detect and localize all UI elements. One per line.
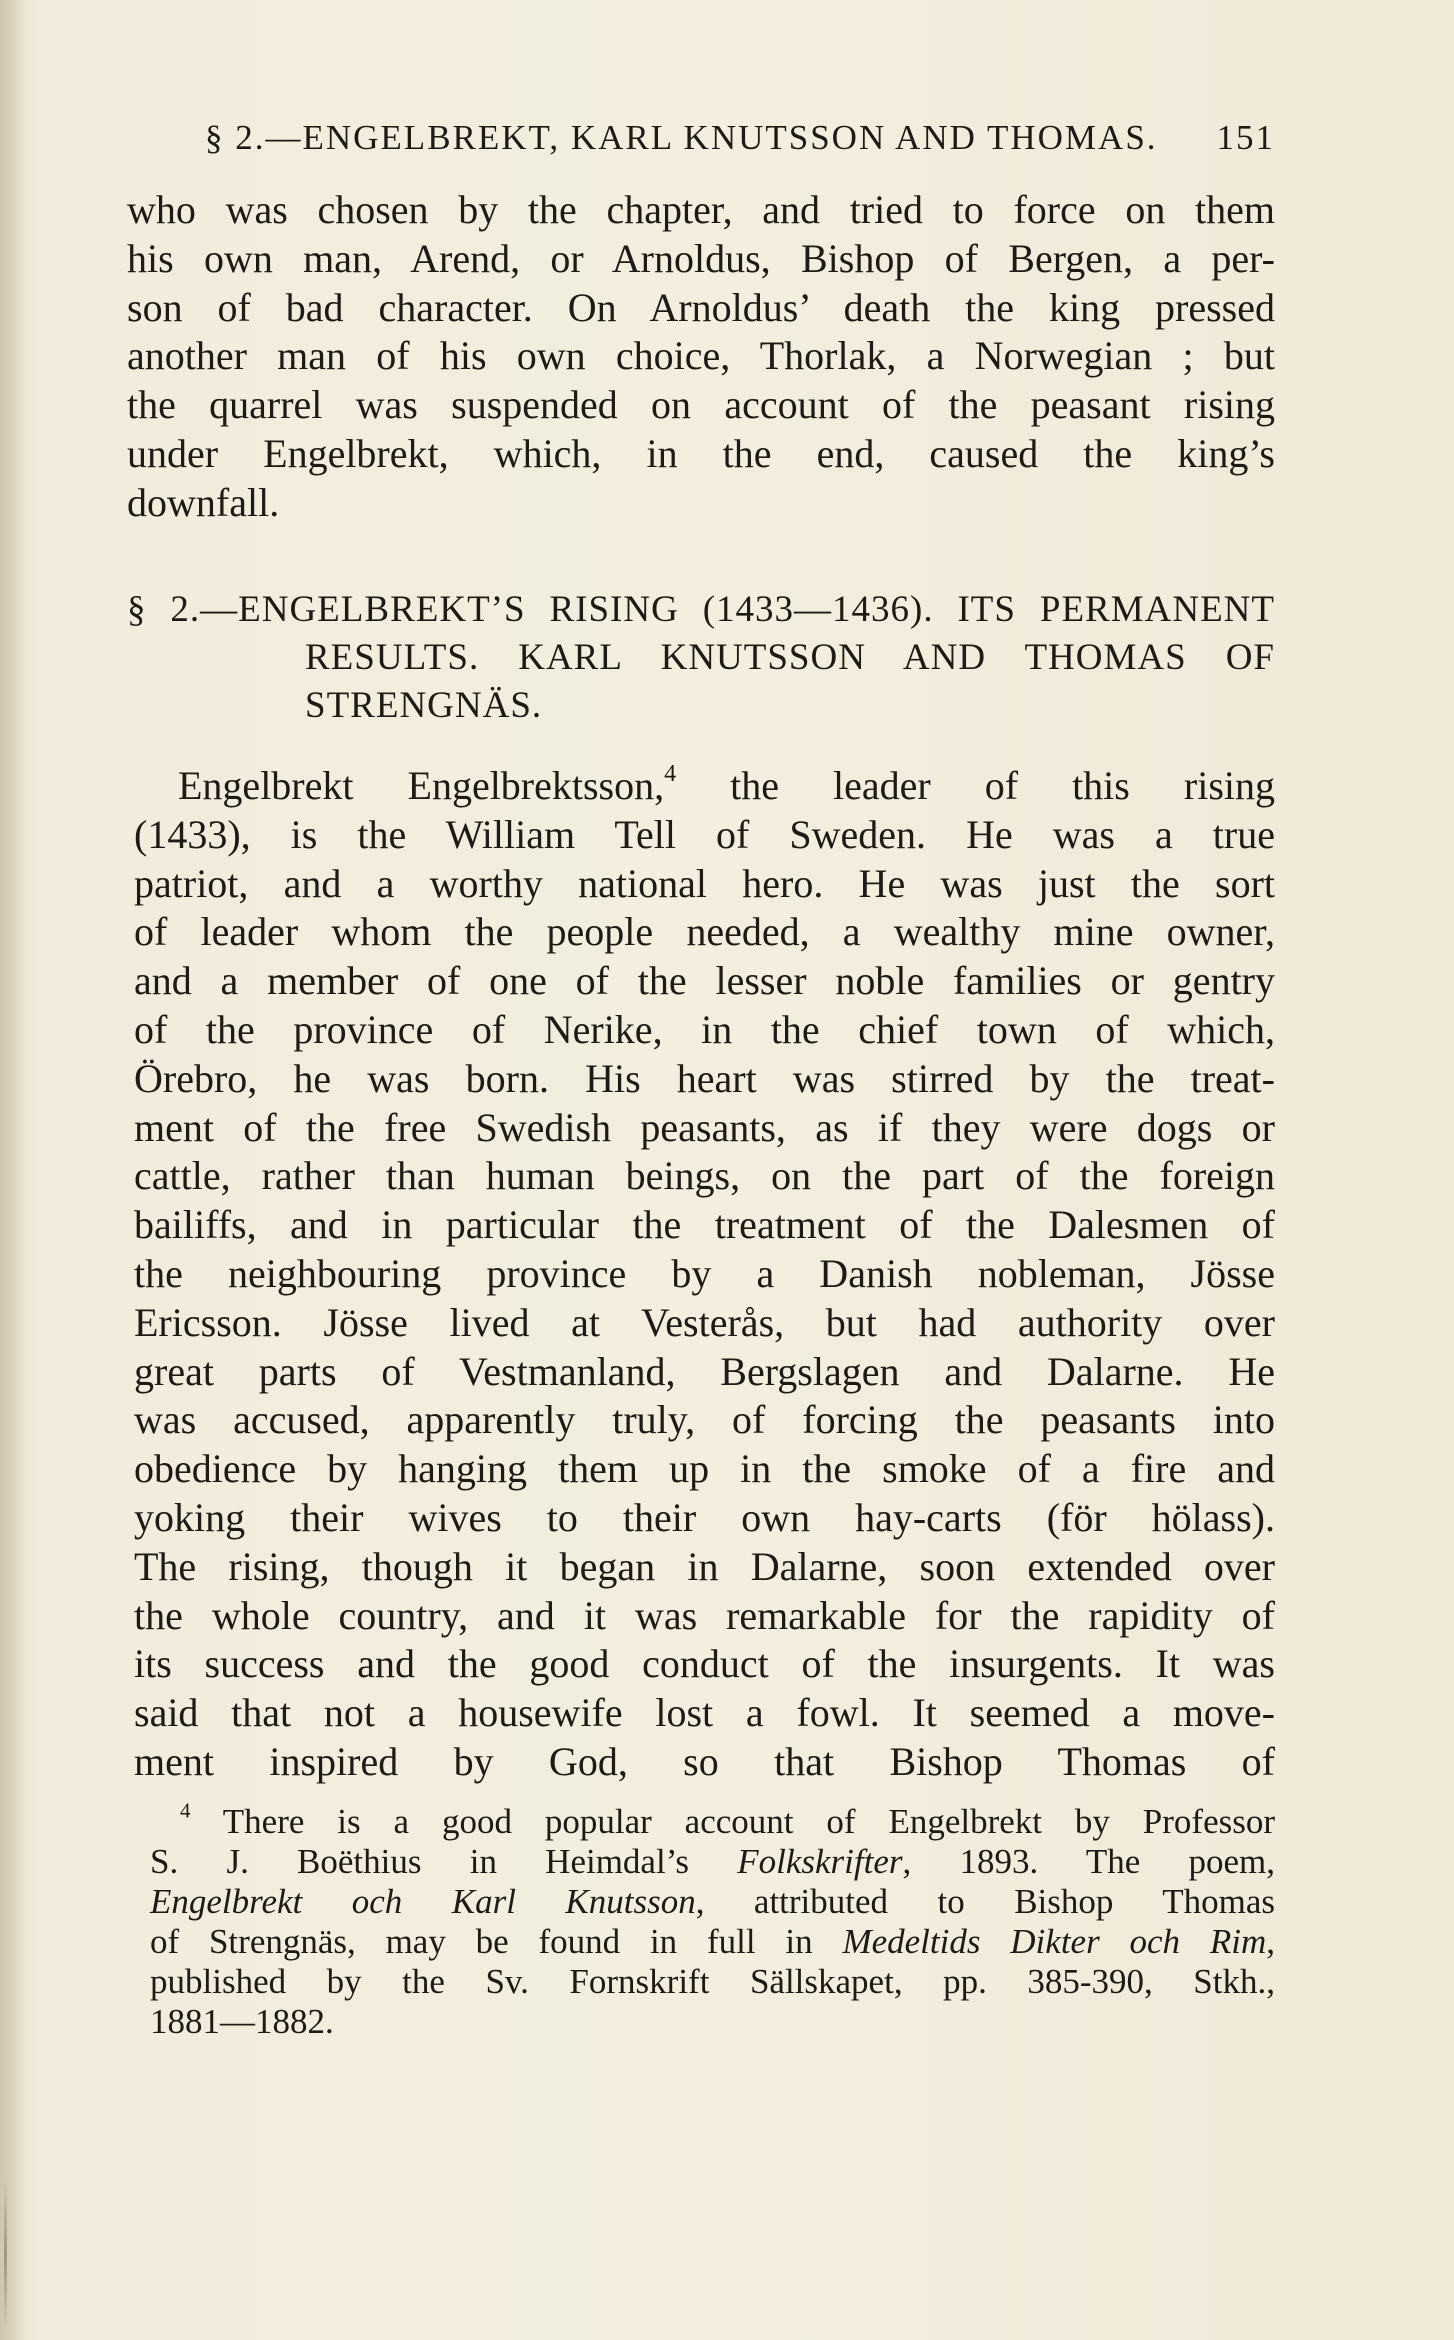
ink-mark [4, 2180, 7, 2330]
text-fragment: , 1893. The poem, [902, 1842, 1275, 1881]
footnote-line [150, 1842, 1275, 1882]
book-title: Folkskrifter [737, 1842, 903, 1881]
heading-line: STRENGNÄS. [305, 685, 543, 726]
text-line: obedience by hanging them up in the smoke of a fire and [134, 1446, 1275, 1492]
text-line: (1433), is the William Tell of Sweden. He was a true [134, 811, 1275, 857]
text-line: The rising, though it began in Dalarne, soon extended over [134, 1543, 1275, 1589]
text-line: who was chosen by the chapter, and tried to force on them [127, 187, 1275, 232]
text-line: of the province of Nerike, in the chief town of which, [134, 1006, 1275, 1052]
running-title: § 2.—ENGELBREKT, KARL KNUTSSON AND THOMAS. [205, 118, 1158, 157]
text-line: downfall. [127, 479, 280, 525]
text-line: under Engelbrekt, which, in the end, caused the king’s [127, 430, 1275, 476]
text-line: his own man, Arend, or Arnoldus, Bishop of Bergen, a per- [127, 235, 1275, 281]
main-paragraph [134, 762, 1275, 1787]
text-line: of leader whom the people needed, a wealthy mine owner, [134, 909, 1275, 955]
text-line: the neighbouring province by a Danish nobleman, Jösse [134, 1250, 1275, 1296]
footnote-reference: 4 [664, 761, 677, 787]
footnote-line: 1881—1882. [150, 2002, 334, 2041]
text-line: the whole country, and it was remarkable for the rapidity of [134, 1592, 1275, 1638]
heading-line: § 2.—ENGELBREKT’S RISING (1433—1436). ITS PERMANENT [127, 589, 1275, 630]
text-line: another man of his own choice, Thorlak, a Norwegian ; but [127, 333, 1275, 379]
text-line: son of bad character. On Arnoldus’ death the king pressed [127, 284, 1275, 330]
text-fragment: the leader of this rising [676, 763, 1275, 808]
footnote-line [150, 1922, 1275, 1962]
text-line: bailiffs, and in particular the treatment of the Dalesmen of [134, 1202, 1275, 1248]
text-fragment: , attributed to Bishop Thomas [695, 1882, 1275, 1921]
text-line: Örebro, he was born. His heart was stirred by the treat- [134, 1055, 1275, 1101]
page-number: 151 [1216, 118, 1275, 157]
section-heading [127, 586, 1275, 730]
text-fragment: of Strengnäs, may be found in full in [150, 1922, 843, 1961]
poem-title: Engelbrekt och Karl Knutsson [150, 1882, 696, 1921]
text-fragment: S. J. Boëthius in Heimdal’s [150, 1842, 738, 1881]
running-head [205, 118, 1275, 158]
book-title: Medeltids Dikter och Rim [842, 1922, 1267, 1961]
paragraph-continued [127, 186, 1275, 528]
text-line: its success and the good conduct of the insurgents. It was [134, 1641, 1275, 1687]
text-line: yoking their wives to their own hay-carts (för hölass). [134, 1494, 1275, 1540]
text-line: and a member of one of the lesser noble families or gentry [134, 958, 1275, 1004]
text-fragment: There is a good popular account of Engelbrekt by Professor [222, 1802, 1276, 1841]
text-line [134, 762, 1275, 811]
gutter-shadow [0, 0, 26, 2340]
text-line: ment of the free Swedish peasants, as if they were dogs or [134, 1104, 1275, 1150]
text-line: was accused, apparently truly, of forcing the peasants into [134, 1397, 1275, 1443]
text-line: the quarrel was suspended on account of the peasant rising [127, 382, 1275, 428]
heading-line: RESULTS. KARL KNUTSSON AND THOMAS OF [305, 637, 1275, 678]
footnote-line [150, 1798, 1276, 1842]
text-fragment: , [1266, 1922, 1275, 1961]
footnote [150, 1798, 1276, 2042]
text-fragment: Engelbrekt Engelbrektsson, [178, 763, 665, 808]
footnote-line [150, 1882, 1275, 1922]
text-line: ment inspired by God, so that Bishop Thomas of [134, 1738, 1275, 1784]
text-line: patriot, and a worthy national hero. He was just the sort [134, 860, 1275, 906]
text-line: Ericsson. Jösse lived at Vesterås, but had authority over [134, 1299, 1275, 1345]
text-line: great parts of Vestmanland, Bergslagen and Dalarne. He [134, 1348, 1275, 1394]
text-line: said that not a housewife lost a fowl. It seemed a move- [134, 1690, 1275, 1736]
text-line: cattle, rather than human beings, on the part of the foreign [134, 1153, 1275, 1199]
footnote-line: published by the Sv. Fornskrift Sällskapet, pp. 385-390, Stkh., [150, 1962, 1275, 2001]
footnote-marker: 4 [180, 1798, 191, 1823]
